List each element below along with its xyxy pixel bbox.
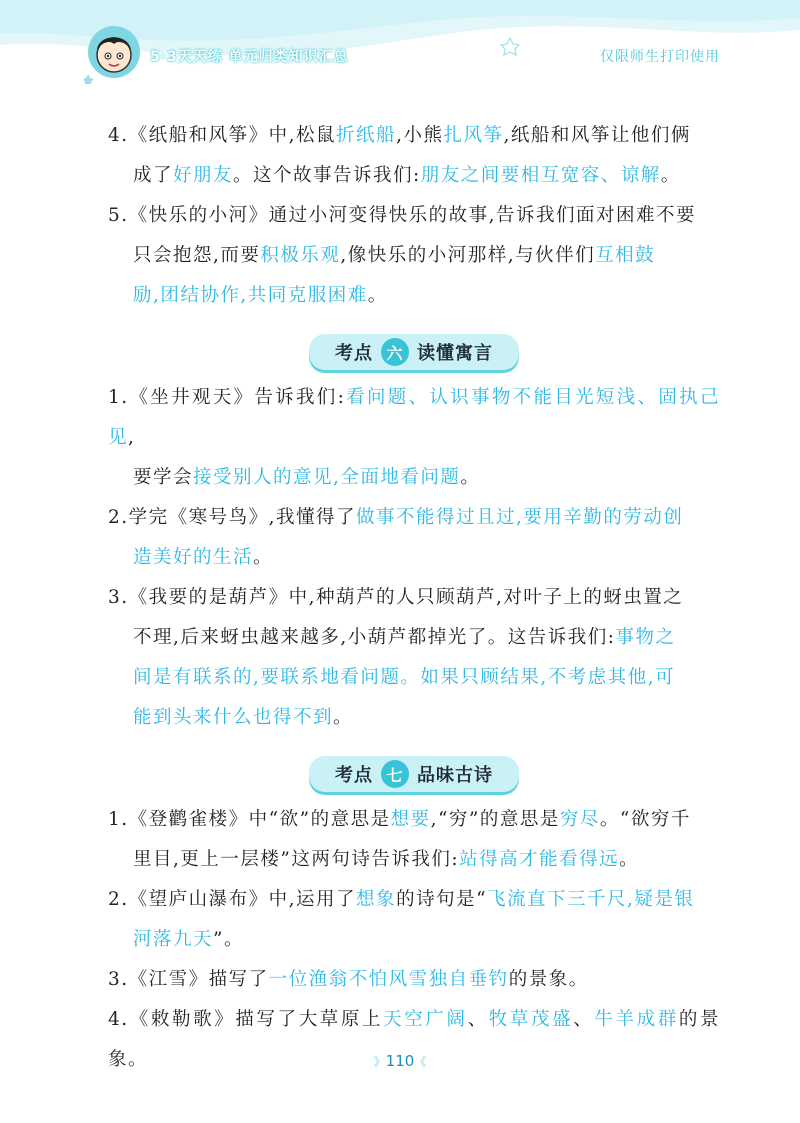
answer-text: 造美好的生活 bbox=[133, 547, 254, 568]
item-line bbox=[108, 458, 720, 498]
item-line bbox=[108, 880, 720, 920]
answer-text: 积极乐观 bbox=[260, 245, 341, 266]
list-item bbox=[108, 578, 720, 738]
item-text: 《望庐山瀑布》中,运用了 bbox=[128, 889, 357, 910]
item-text: 《登鹳雀楼》中“欲”的意思是 bbox=[128, 809, 391, 830]
item-text: 的景象。 bbox=[108, 1009, 720, 1070]
item-text: 《坐井观天》告诉我们: bbox=[128, 387, 346, 408]
item-line bbox=[108, 920, 720, 960]
answer-text: 折纸船 bbox=[336, 125, 397, 146]
item-line bbox=[108, 116, 720, 156]
list-item bbox=[108, 498, 720, 578]
item-text: 《江雪》描写了 bbox=[128, 969, 269, 990]
item-text: 、 bbox=[467, 1009, 489, 1030]
item-text: 、 bbox=[573, 1009, 595, 1030]
item-text: 。 bbox=[333, 707, 354, 728]
section-number-badge: 六 bbox=[381, 338, 409, 366]
section-title: 品味古诗 bbox=[417, 765, 493, 786]
item-line bbox=[108, 276, 720, 316]
item-text: ,“穷”的意思是 bbox=[430, 809, 560, 830]
series-title: 5·3天天练 单元归类知识汇总 bbox=[150, 49, 349, 65]
section-banner bbox=[309, 334, 519, 370]
item-line bbox=[108, 196, 720, 236]
page-footer bbox=[0, 1052, 800, 1070]
section-number-badge: 七 bbox=[381, 760, 409, 788]
answer-text: 站得高才能看得远 bbox=[459, 849, 620, 870]
answer-text: 接受别人的意见,全面地看问题 bbox=[193, 467, 461, 488]
answer-text: 牛羊成群 bbox=[594, 1009, 679, 1030]
right-arrow-ornament-icon: 《 bbox=[414, 1055, 427, 1069]
item-text: 《我要的是葫芦》中,种葫芦的人只顾葫芦,对叶子上的蚜虫置之 bbox=[128, 587, 684, 608]
list-item bbox=[108, 800, 720, 880]
item-text: 。这个故事告诉我们: bbox=[233, 165, 421, 186]
print-notice: 仅限师生打印使用 bbox=[600, 49, 720, 65]
left-arrow-ornament-icon: 》 bbox=[373, 1055, 386, 1069]
item-number: 3. bbox=[108, 587, 129, 608]
item-text: 。 bbox=[619, 849, 640, 870]
item-line bbox=[108, 538, 720, 578]
item-text: 的诗句是“ bbox=[396, 889, 488, 910]
item-number: 4. bbox=[108, 125, 129, 146]
answer-text: 看问题、认识事物不能目光短浅、固执己见 bbox=[108, 387, 720, 448]
item-number: 1. bbox=[108, 809, 129, 830]
item-line bbox=[108, 840, 720, 880]
item-text: 要学会 bbox=[133, 467, 194, 488]
item-number: 5. bbox=[108, 205, 129, 226]
answer-text: 好朋友 bbox=[173, 165, 234, 186]
list-item bbox=[108, 960, 720, 1000]
item-text: , bbox=[128, 427, 136, 448]
answer-text: 扎风筝 bbox=[443, 125, 504, 146]
section-heading-7 bbox=[108, 752, 720, 796]
answer-text: 互相鼓 bbox=[595, 245, 656, 266]
list-item bbox=[108, 880, 720, 960]
section-title: 读懂寓言 bbox=[417, 343, 493, 364]
item-line bbox=[108, 236, 720, 276]
item-text: 只会抱怨,而要 bbox=[133, 245, 261, 266]
item-text: ”。 bbox=[213, 929, 244, 950]
section-banner bbox=[309, 756, 519, 792]
answer-text: 河落九天 bbox=[133, 929, 214, 950]
section-prefix: 考点 bbox=[335, 765, 373, 786]
answer-text: 能到头来什么也得不到 bbox=[133, 707, 334, 728]
item-text: 。 bbox=[460, 467, 481, 488]
boy-mascot-icon bbox=[84, 22, 146, 84]
item-number: 2. bbox=[108, 507, 129, 528]
page-number: 110 bbox=[385, 1052, 415, 1070]
item-line bbox=[108, 960, 720, 1000]
section-prefix: 考点 bbox=[335, 343, 373, 364]
list-item bbox=[108, 196, 720, 316]
item-text: 《敕勒歌》描写了大草原上 bbox=[128, 1009, 384, 1030]
item-text: 。 bbox=[253, 547, 274, 568]
item-line bbox=[108, 498, 720, 538]
answer-text: 天空广阔 bbox=[383, 1009, 468, 1030]
item-number: 3. bbox=[108, 969, 129, 990]
item-line bbox=[108, 658, 720, 698]
item-number: 1. bbox=[108, 387, 129, 408]
page-header bbox=[0, 0, 800, 100]
list-item bbox=[108, 116, 720, 196]
answer-text: 间是有联系的,要联系地看问题。如果只顾结果,不考虑其他,可 bbox=[133, 667, 676, 688]
answer-text: 一位渔翁不怕风雪独自垂钓 bbox=[268, 969, 509, 990]
item-text: 。“欲穷千 bbox=[599, 809, 691, 830]
item-number: 2. bbox=[108, 889, 129, 910]
answer-text: 事物之 bbox=[615, 627, 676, 648]
item-text: 《纸船和风筝》中,松鼠 bbox=[128, 125, 337, 146]
item-text: ,像快乐的小河那样,与伙伴们 bbox=[340, 245, 596, 266]
item-line bbox=[108, 578, 720, 618]
item-text: ,纸船和风筝让他们俩 bbox=[503, 125, 691, 146]
answer-text: 做事不能得过且过,要用辛勤的劳动创 bbox=[356, 507, 684, 528]
item-line bbox=[108, 378, 720, 458]
item-text: 的景象。 bbox=[508, 969, 589, 990]
item-text: 里目,更上一层楼”这两句诗告诉我们: bbox=[133, 849, 460, 870]
answer-text: 飞流直下三千尺,疑是银 bbox=[487, 889, 695, 910]
answer-text: 牧草茂盛 bbox=[488, 1009, 574, 1030]
item-line bbox=[108, 156, 720, 196]
item-text: 《快乐的小河》通过小河变得快乐的故事,告诉我们面对困难不要 bbox=[128, 205, 697, 226]
item-line bbox=[108, 698, 720, 738]
item-line bbox=[108, 618, 720, 658]
answer-text: 想要 bbox=[390, 809, 431, 830]
item-line bbox=[108, 800, 720, 840]
answer-text: 朋友之间要相互宽容、谅解 bbox=[420, 165, 661, 186]
answer-text: 穷尽 bbox=[559, 809, 600, 830]
list-item bbox=[108, 378, 720, 498]
item-text: 学完《寒号鸟》,我懂得了 bbox=[128, 507, 357, 528]
main-content bbox=[108, 116, 720, 1080]
item-text: ,小熊 bbox=[396, 125, 444, 146]
answer-text: 励,团结协作,共同克服困难 bbox=[133, 285, 368, 306]
item-text: 。 bbox=[367, 285, 388, 306]
item-number: 4. bbox=[108, 1009, 129, 1030]
item-text: 不理,后来蚜虫越来越多,小葫芦都掉光了。这告诉我们: bbox=[133, 627, 616, 648]
item-text: 成了 bbox=[133, 165, 174, 186]
answer-text: 想象 bbox=[356, 889, 397, 910]
item-text: 。 bbox=[660, 165, 681, 186]
section-heading-6 bbox=[108, 330, 720, 374]
